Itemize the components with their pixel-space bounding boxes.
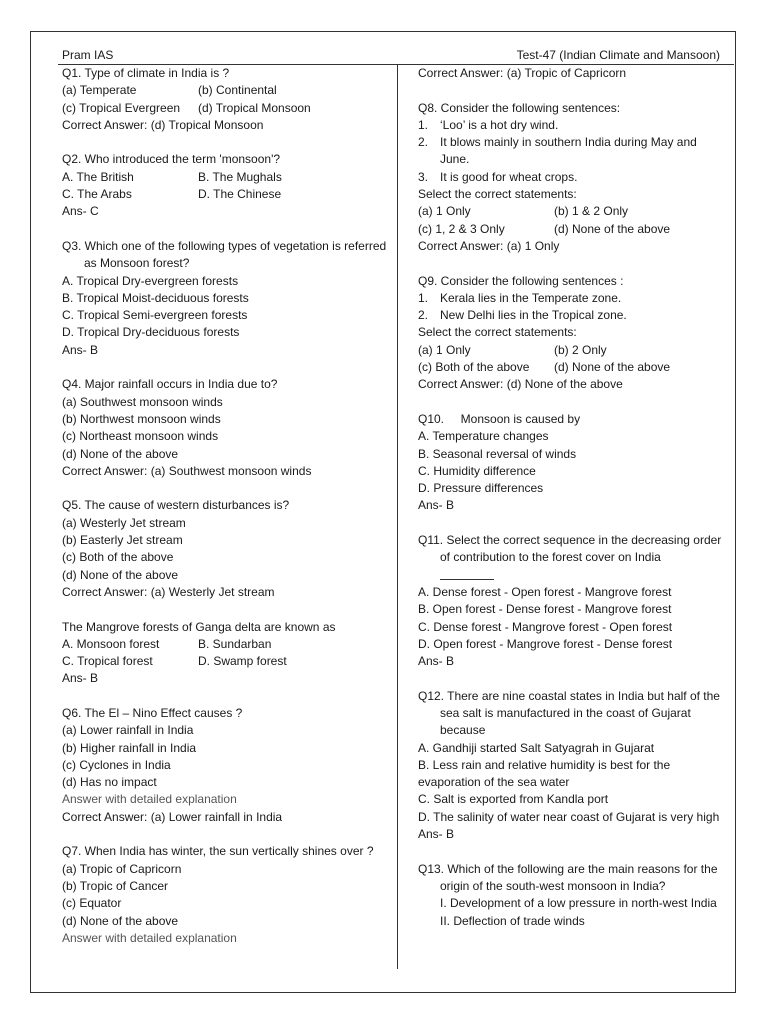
- option: (d) Has no impact: [62, 775, 157, 790]
- instruction-text: Select the correct statements:: [418, 187, 577, 202]
- option-row: [62, 169, 392, 186]
- option: D. Open forest - Mangrove forest - Dense forest: [418, 636, 673, 651]
- option: (a) Temperate: [62, 83, 137, 98]
- option: (a) 1 Only: [418, 342, 471, 357]
- question-text: Q1. Type of climate in India is ?: [62, 66, 230, 80]
- option: B. Less rain and relative humidity is best for the evaporation of the sea water: [418, 757, 671, 790]
- option: B. Seasonal reversal of winds: [418, 446, 577, 461]
- option: D. Pressure differences: [418, 481, 544, 496]
- question-text: Q2. Who introduced the term 'monsoon'?: [62, 152, 281, 167]
- statement: I. Development of a low pressure in north-west India: [440, 896, 717, 911]
- option: A. The British: [62, 169, 134, 184]
- page-header: [62, 48, 720, 64]
- question-text: Q10. Monsoon is caused by: [418, 411, 581, 426]
- answer-text: Correct Answer: (a) Tropic of Capricorn: [418, 66, 627, 80]
- statement: 2. It blows mainly in southern India during May and June.: [418, 135, 697, 167]
- option: (b) Northwest monsoon winds: [62, 411, 221, 426]
- option-row: [418, 221, 728, 238]
- option: D. The salinity of water near coast of Gujarat is very high: [418, 809, 720, 824]
- header-publisher: Pram IAS: [62, 48, 114, 62]
- question-text: Q6. The El – Nino Effect causes ?: [62, 705, 243, 720]
- option: A. Monsoon forest: [62, 636, 160, 651]
- question-text: Q4. Major rainfall occurs in India due to?: [62, 377, 278, 392]
- option-row: [418, 342, 728, 359]
- option: (b) 1 & 2 Only: [554, 204, 629, 219]
- option: (b) Tropic of Cancer: [62, 878, 169, 893]
- option: (d) None of the above: [62, 446, 179, 461]
- explanation-link-text: Answer with detailed explanation: [62, 930, 237, 945]
- answer-text: Correct Answer: (a) Southwest monsoon winds: [62, 463, 312, 478]
- question-text: Q9. Consider the following sentences :: [418, 273, 624, 288]
- option: (a) 1 Only: [418, 204, 471, 219]
- answer-text: Correct Answer: (a) 1 Only: [418, 238, 560, 253]
- option: (b) Easterly Jet stream: [62, 533, 183, 548]
- answer-text: Ans- B: [418, 498, 455, 513]
- column-divider: [397, 64, 398, 969]
- option-row: [62, 186, 392, 203]
- option: (d) Tropical Monsoon: [198, 100, 311, 115]
- answer-text: Correct Answer: (a) Lower rainfall in India: [62, 809, 283, 824]
- explanation-link-text: Answer with detailed explanation: [62, 792, 237, 807]
- header-test-title: Test-47 (Indian Climate and Mansoon): [516, 48, 720, 62]
- left-column: [62, 65, 392, 947]
- option-row: [62, 100, 392, 117]
- option: (b) Continental: [198, 83, 277, 98]
- option: C. The Arabs: [62, 187, 132, 202]
- statement: 3. It is good for wheat crops.: [418, 169, 578, 184]
- option: A. Tropical Dry-evergreen forests: [62, 273, 239, 288]
- option: (c) Northeast monsoon winds: [62, 429, 219, 444]
- answer-text: Correct Answer: (a) Westerly Jet stream: [62, 584, 275, 599]
- option-row: [418, 203, 728, 220]
- option: B. The Mughals: [198, 169, 282, 184]
- option: (d) None of the above: [554, 360, 671, 375]
- option: (a) Westerly Jet stream: [62, 515, 186, 530]
- option: (a) Tropic of Capricorn: [62, 861, 182, 876]
- question-text: Q3. Which one of the following types of vegetation is referred as Monsoon forest?: [62, 238, 387, 271]
- option: B. Open forest - Dense forest - Mangrove forest: [418, 602, 672, 617]
- option: B. Tropical Moist-deciduous forests: [62, 290, 249, 305]
- option: (c) Cyclones in India: [62, 757, 171, 772]
- statement: 2. New Delhi lies in the Tropical zone.: [418, 308, 627, 323]
- statement: 1. ‘Loo’ is a hot dry wind.: [418, 117, 559, 132]
- option: (c) Equator: [62, 896, 122, 911]
- option: (a) Lower rainfall in India: [62, 723, 194, 738]
- option: (a) Southwest monsoon winds: [62, 394, 223, 409]
- answer-text: Ans- B: [62, 342, 99, 357]
- option: (c) Tropical Evergreen: [62, 100, 181, 115]
- option: B. Sundarban: [198, 636, 272, 651]
- statement: 1. Kerala lies in the Temperate zone.: [418, 290, 622, 305]
- option-row: [418, 359, 728, 376]
- option: (c) 1, 2 & 3 Only: [418, 221, 505, 236]
- option: C. Salt is exported from Kandla port: [418, 792, 609, 807]
- option: (b) Higher rainfall in India: [62, 740, 197, 755]
- option: (b) 2 Only: [554, 342, 607, 357]
- question-text: Q8. Consider the following sentences:: [418, 100, 621, 115]
- option-row: [62, 82, 392, 99]
- option: (c) Both of the above: [62, 550, 174, 565]
- question-text: Q7. When India has winter, the sun vertically shines over ?: [62, 844, 374, 859]
- option: D. The Chinese: [198, 187, 282, 202]
- question-text: Q12. There are nine coastal states in India but half of the sea salt is manufactured in the coast of Gujarat because: [418, 688, 720, 738]
- option: C. Humidity difference: [418, 463, 536, 478]
- option: C. Tropical forest: [62, 654, 153, 669]
- answer-text: Correct Answer: (d) None of the above: [418, 377, 623, 392]
- option: D. Swamp forest: [198, 654, 287, 669]
- option: C. Tropical Semi-evergreen forests: [62, 308, 248, 323]
- question-text: Q13. Which of the following are the main reasons for the origin of the south-west monsoon in India?: [418, 861, 718, 893]
- option: (c) Both of the above: [418, 360, 530, 375]
- answer-text: Ans- B: [62, 671, 99, 686]
- option-row: [62, 636, 392, 653]
- option: (d) None of the above: [554, 221, 671, 236]
- option: A. Temperature changes: [418, 429, 549, 444]
- question-text: The Mangrove forests of Ganga delta are known as: [62, 619, 336, 634]
- question-text: Q11. Select the correct sequence in the decreasing order of contribution to the forest cover on India: [418, 533, 722, 565]
- option-row: [62, 653, 392, 670]
- statement: II. Deflection of trade winds: [440, 913, 585, 928]
- answer-text: Correct Answer: (d) Tropical Monsoon: [62, 117, 264, 132]
- right-column: [418, 65, 728, 930]
- option: A. Dense forest - Open forest - Mangrove forest: [418, 584, 672, 599]
- option: D. Tropical Dry-deciduous forests: [62, 325, 240, 340]
- answer-text: Ans- B: [418, 654, 455, 669]
- answer-text: Ans- C: [62, 204, 99, 219]
- answer-text: Ans- B: [418, 827, 455, 842]
- instruction-text: Select the correct statements:: [418, 325, 577, 340]
- option: (d) None of the above: [62, 567, 179, 582]
- option: A. Gandhiji started Salt Satyagrah in Gujarat: [418, 740, 655, 755]
- option: (d) None of the above: [62, 913, 179, 928]
- answer-blank: [418, 567, 728, 584]
- question-text: Q5. The cause of western disturbances is?: [62, 498, 290, 513]
- option: C. Dense forest - Mangrove forest - Open forest: [418, 619, 673, 634]
